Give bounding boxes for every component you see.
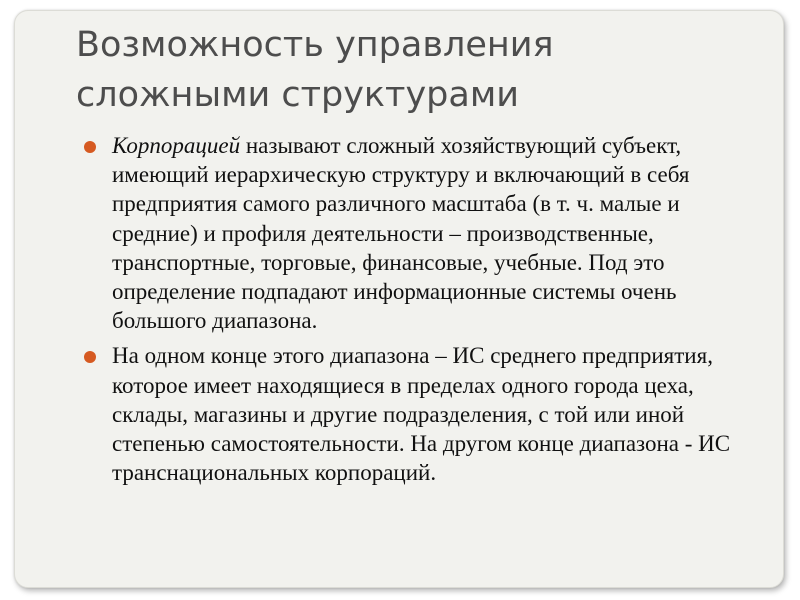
circle-bullet-icon bbox=[84, 141, 96, 153]
bullet-item-range bbox=[84, 341, 764, 487]
circle-bullet-icon bbox=[84, 351, 96, 363]
bullet-text: называют сложный хозяйствующий субъект, имеющий иерархическую структуру и включающий в себя предприятия самого различного масштаба (в т. ч. малые и средние) и профиля деятельности – производственные, транспортные, торговые, финансовые, учебные. Под это определение подпадают информационные системы очень большого диапазона. bbox=[112, 133, 690, 334]
bullet-emphasis: Корпорацией bbox=[112, 133, 241, 158]
slide-title: Возможность управления сложными структурами bbox=[76, 25, 554, 115]
bullet-list bbox=[84, 131, 764, 493]
bullet-item-corporation bbox=[84, 131, 764, 335]
bullet-text: На одном конце этого диапазона – ИС среднего предприятия, которое имеет находящиеся в пределах одного города цеха, склады, магазины и другие подразделения, с той или иной степенью самостоятельности. На другом конце диапазона - ИС транснациональных корпораций. bbox=[112, 343, 731, 486]
